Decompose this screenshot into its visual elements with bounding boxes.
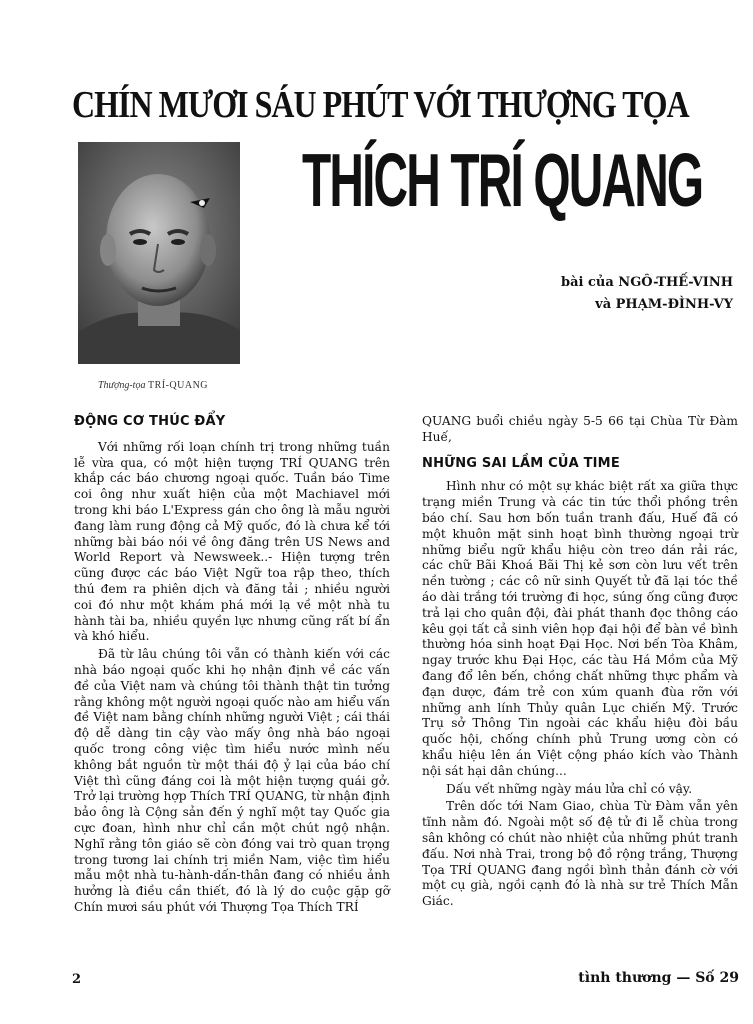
caption-name: TRÍ-QUANG (147, 380, 209, 391)
page-number: 2 (72, 972, 82, 987)
portrait-photo (78, 142, 240, 364)
right-column (422, 414, 738, 910)
section-heading-time-mistakes: NHỮNG SAI LẦM CỦA TIME (422, 455, 620, 471)
paragraph: Hình như có một sự khác biệt rất xa giữa thực trạng miền Trung và các tin tức thổi phồng trên báo chí. Sau hơn bốn tuần tranh đấu, Huế đã có một khuôn mặt sinh hoạt bình thường ngoại trừ những biểu ngữ khẩu hiệu còn treo dán rải rác, các chữ Bãi Khoá Bãi Thị kẻ sơn còn lưu vết trên nền tường ; các cô nữ sinh Quyết tử đã lại tóc thề áo dài trắng tới trường đi học, súng ống cũng được trả lại cho quân đội, đài phát thanh đọc thông cáo kêu gọi tất cả sinh viên họp đại hội để bàn về bình thường hóa sinh hoạt Đại Học. Nơi bến Tòa Khâm, ngay trước khu Đại Học, các tàu Há Mồm của Mỹ đang đổ lên bến, chồng chất những thực phẩm và đạn dược, đám trẻ con xúm quanh đùa rỡn với những anh lính Thủy quân Lục chiến Mỹ. Trước Trụ sở Thông Tin ngoài các khẩu hiệu đòi bầu quốc hội, chống chính phủ Trung ương còn có khẩu hiệu lên án Việt cộng pháo kích vào Thành nội sát hại dân chúng... (422, 479, 738, 778)
caption-prefix: Thượng-tọa (98, 380, 146, 391)
byline-author-2: và PHẠM-ĐÌNH-VY (595, 297, 733, 312)
byline-author-1: bài của NGÔ-THẾ-VINH (561, 275, 733, 290)
magazine-issue: tình thương — Số 29 (578, 970, 739, 986)
paragraph: Đã từ lâu chúng tôi vẫn có thành kiến với các nhà báo ngoại quốc khi họ nhận định về các vấn đề của Việt nam và chúng tôi thành thật tin tưởng rằng không một người ngoại quốc nào am hiểu vấn đề Việt nam bằng chính những người Việt ; cái thái độ dễ dàng tin cậy vào mấy ông nhà báo ngoại quốc trong công việc tìm hiểu nước mình nếu không bắt nguồn từ một thái độ ỷ lại của báo chí Việt thì cũng đáng coi là một hiện tượng quái gở. Trở lại trường hợp Thích TRÍ QUANG, từ nhận định bảo ông là Cộng sản đến ý nghĩ một tay Quốc gia cực đoan, hình như chỉ cần một chút ngộ nhận. Nghĩ rằng tôn giáo sẽ còn đóng vai trò quan trọng trong tương lai chính trị miền Nam, việc tìm hiểu mẫu một nhà tu-hành-dấn-thân đang có nhiều ảnh hưởng là điều cần thiết, đó là lý do cuộc gặp gỡ Chín mươi sáu phút với Thượng Tọa Thích TRÍ (74, 647, 390, 914)
paragraph-continuation: QUANG buổi chiều ngày 5-5 66 tại Chùa Từ Đàm Huế, (422, 414, 738, 444)
byline (561, 272, 733, 316)
article-title: THÍCH TRÍ QUANG (302, 139, 703, 224)
section-heading-motivation: ĐỘNG CƠ THÚC ĐẨY (74, 414, 226, 429)
article-supertitle: CHÍN MƯƠI SÁU PHÚT VỚI THƯỢNG TỌA (72, 82, 689, 126)
paragraph: Dấu vết những ngày máu lửa chỉ có vậy. (446, 781, 693, 796)
left-column (74, 414, 390, 916)
paragraph: Trên dốc tới Nam Giao, chùa Từ Đàm vẫn yên tĩnh nằm đó. Ngoài một số đệ tử đi lễ chùa trong sân không có chút nào nhiệt của những phút tranh đấu. Nơi nhà Trai, trong bộ đồ rộng trắng, Thượng Tọa TRÍ QUANG đang ngồi bình thản đánh cờ với một cụ già, ngồi cạnh đó là nhà sư trẻ Thích Mẫn Giác. (422, 799, 738, 909)
paragraph: Với những rối loạn chính trị trong những tuần lễ vừa qua, có một hiện tượng TRÍ QUANG trên khắp các báo chương ngoại quốc. Tuần báo Time coi ông như xuất hiện của một Machiavel mới trong khi báo L'Express gán cho ông là mẫu người đang làm rung động cả Mỹ quốc, đó là chưa kể tới những bài báo nói về ông đăng trên US News and World Report và Newsweek..- Hiện tượng trên cũng được các báo Việt Ngữ toa rập theo, thích thú đem ra phiên dịch và đăng tải ; nhiều người coi đó như một khám phá mới lạ về một nhà tu hành tài ba, nhiều quyền lực nhưng cũng rất bí ẩn và khó hiểu. (74, 439, 390, 644)
portrait-illustration (78, 142, 240, 364)
photo-caption (98, 380, 208, 391)
